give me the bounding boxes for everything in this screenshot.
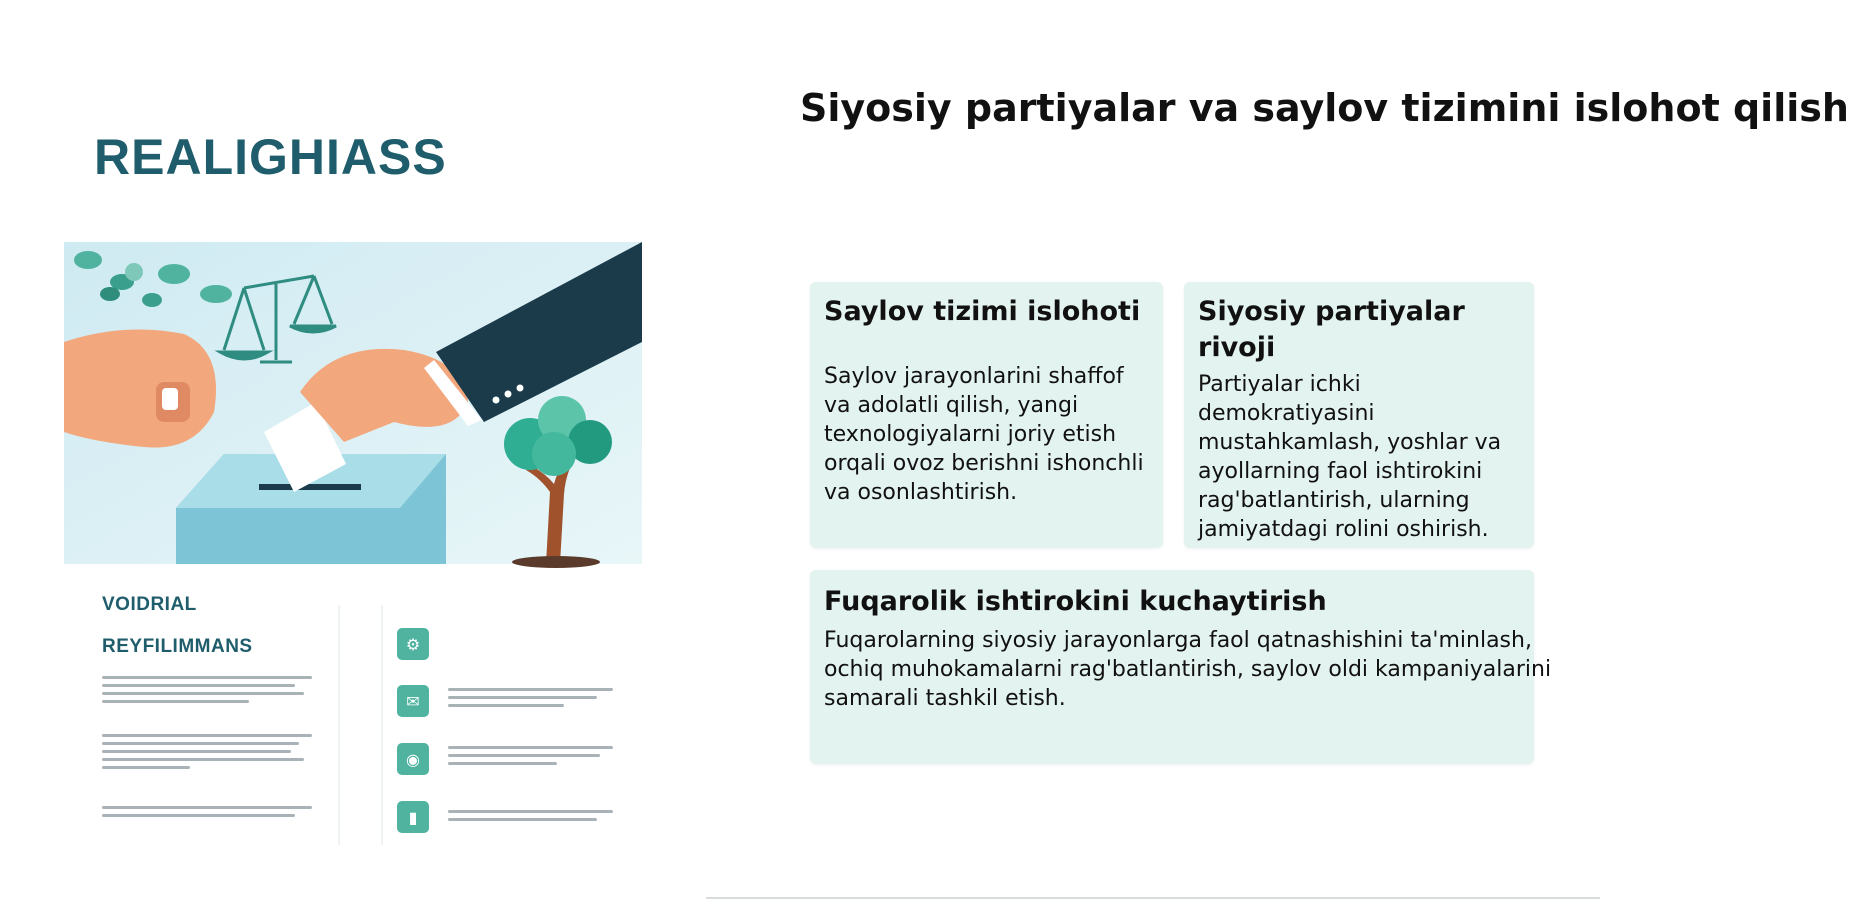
chart-icon: ▮ <box>397 801 429 833</box>
page-title: Siyosiy partiyalar va saylov tizimini islohot qilish <box>800 86 1849 130</box>
placeholder-paragraph <box>102 676 312 708</box>
column-divider <box>338 605 340 845</box>
hand-icon <box>64 330 216 448</box>
hero-illustration <box>64 242 642 564</box>
chat-icon: ✉ <box>397 685 429 717</box>
placeholder-paragraph <box>102 734 312 774</box>
card-text: Fuqarolarning siyosiy jarayonlarga faol qatnashishini ta'minlash, ochiq muhokamalarni rag'batlantirish, saylov oldi kampaniyalarini samarali tashkil etish. <box>824 628 1552 711</box>
left-illustration-panel <box>0 0 700 900</box>
card-text: Partiyalar ichki demokratiyasini mustahkamlash, yoshlar va ayollarning faol ishtirokini rag'batlantirish, ularning jamiyatdagi rolini oshirish. <box>1198 372 1502 542</box>
column-divider <box>381 605 383 845</box>
card-party-development <box>1184 282 1534 548</box>
card-electoral-reform <box>810 282 1163 548</box>
placeholder-paragraph <box>102 806 312 822</box>
card-civic-participation <box>810 570 1552 764</box>
gear-icon: ⚙ <box>397 628 429 660</box>
brand-heading: REALIGHIASS <box>94 129 447 185</box>
divider <box>706 897 1600 899</box>
globe-icon: ◉ <box>397 743 429 775</box>
placeholder-feature-text <box>448 810 613 826</box>
sidebar-subtitle-1: VOIDRIAL <box>102 594 197 615</box>
placeholder-feature-text <box>448 746 613 770</box>
sidebar-subtitle-2: REYFILIMMANS <box>102 636 253 657</box>
card-text: Saylov jarayonlarini shaffof va adolatli qilish, yangi texnologiyalarni joriy etish orqali ovoz berishni ishonchli va osonlashtirish. <box>824 364 1144 505</box>
card-title: Siyosiy partiyalar rivoji <box>1198 296 1465 363</box>
placeholder-feature-text <box>448 688 613 712</box>
card-title: Saylov tizimi islohoti <box>824 296 1141 327</box>
card-title: Fuqarolik ishtirokini kuchaytirish <box>824 586 1327 617</box>
